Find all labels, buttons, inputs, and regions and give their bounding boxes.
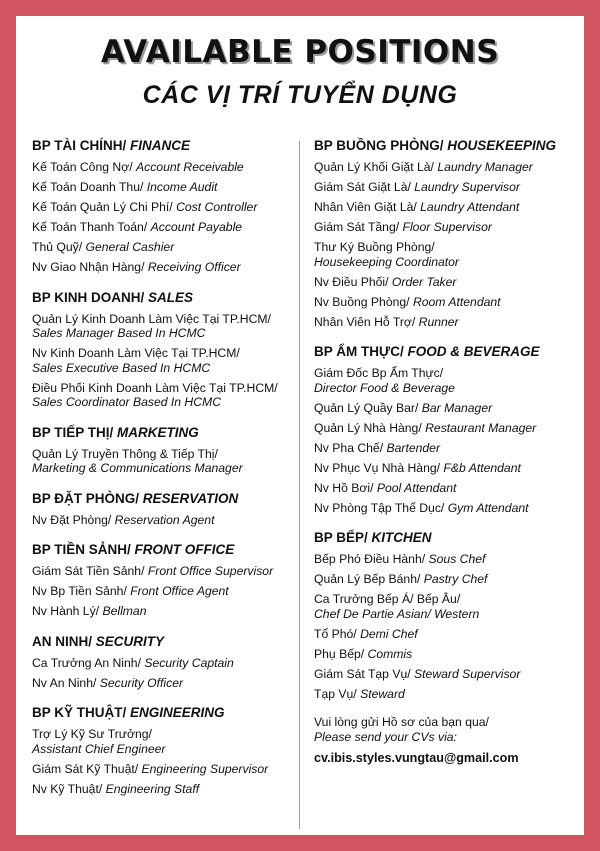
position-vi: Tạp Vụ/ bbox=[314, 686, 361, 701]
position-item bbox=[32, 676, 302, 691]
section-heading bbox=[32, 541, 302, 558]
contact-en: Please send your CVs via: bbox=[314, 729, 457, 744]
position-vi: Quản Lý Quầy Bar/ bbox=[314, 400, 422, 415]
section-finance bbox=[32, 137, 302, 275]
position-vi: Nv Bp Tiền Sảnh/ bbox=[32, 584, 131, 598]
position-item bbox=[32, 346, 302, 375]
position-item bbox=[314, 160, 584, 175]
position-vi: Bếp Phó Điều Hành/ bbox=[314, 552, 429, 566]
right-column bbox=[314, 137, 584, 765]
section-heading bbox=[314, 343, 584, 360]
position-en: Director Food & Beverage bbox=[314, 380, 455, 395]
section-heading-en: FINANCE bbox=[130, 138, 191, 153]
position-vi: Nv Kỹ Thuật/ bbox=[32, 781, 106, 796]
position-vi: Nv Hồ Bơi/ bbox=[314, 480, 377, 495]
position-item bbox=[314, 501, 584, 516]
section-heading bbox=[314, 529, 584, 546]
position-en: Room Attendant bbox=[412, 294, 501, 309]
position-en: Housekeeping Coordinator bbox=[314, 254, 459, 269]
section-heading bbox=[32, 704, 302, 721]
position-en: Sales Executive Based In HCMC bbox=[32, 360, 211, 375]
position-en: Assistant Chief Engineer bbox=[32, 741, 166, 756]
section-heading bbox=[32, 424, 302, 441]
position-vi: Giám Đốc Bp Ẩm Thực/ bbox=[314, 366, 444, 380]
position-vi: Nv Kinh Doanh Làm Việc Tại TP.HCM/ bbox=[32, 346, 240, 360]
position-item bbox=[314, 627, 584, 642]
position-en: F&b Attendant bbox=[443, 460, 521, 475]
position-item bbox=[314, 421, 584, 436]
position-en: Marketing & Communications Manager bbox=[32, 461, 243, 475]
position-item bbox=[32, 564, 302, 579]
section-heading-en: RESERVATION bbox=[142, 490, 239, 506]
position-item bbox=[314, 180, 584, 195]
position-vi: Phụ Bếp/ bbox=[314, 646, 368, 661]
section-heading-vi: AN NINH/ bbox=[32, 633, 96, 649]
position-vi: Nv An Ninh/ bbox=[32, 675, 100, 690]
position-item bbox=[32, 160, 302, 175]
position-vi: Nv Đặt Phòng/ bbox=[32, 512, 115, 527]
position-en: Bartender bbox=[386, 440, 441, 455]
section-engineering bbox=[32, 704, 302, 796]
position-item bbox=[32, 727, 302, 756]
position-vi: Nv Phòng Tập Thể Dục/ bbox=[314, 500, 448, 515]
position-en: Order Taker bbox=[391, 274, 457, 289]
position-item bbox=[32, 220, 302, 235]
position-vi: Quản Lý Kinh Doanh Làm Việc Tại TP.HCM/ bbox=[32, 311, 271, 326]
poster-title: AVAILABLE POSITIONS bbox=[100, 34, 500, 70]
section-front-office bbox=[32, 541, 302, 619]
section-heading bbox=[314, 137, 584, 154]
position-vi: Giám Sát Tạp Vụ/ bbox=[314, 666, 415, 681]
position-en: Income Audit bbox=[146, 180, 218, 194]
position-vi: Kế Toán Thanh Toán/ bbox=[32, 220, 151, 234]
column-divider bbox=[299, 141, 300, 829]
position-item bbox=[314, 461, 584, 476]
position-vi: Giám Sát Giặt Là/ bbox=[314, 180, 415, 194]
position-item bbox=[314, 592, 584, 621]
position-item bbox=[32, 513, 302, 528]
position-item bbox=[314, 687, 584, 702]
section-heading bbox=[32, 137, 302, 154]
position-en: Sous Chef bbox=[428, 552, 486, 566]
position-item bbox=[314, 647, 584, 662]
section-heading-en: SECURITY bbox=[95, 633, 165, 649]
position-item bbox=[314, 667, 584, 682]
section-heading bbox=[32, 490, 302, 507]
position-item bbox=[314, 481, 584, 496]
position-en: Engineering Supervisor bbox=[141, 761, 269, 776]
position-item bbox=[314, 441, 584, 456]
contact-email[interactable]: cv.ibis.styles.vungtau@gmail.com bbox=[314, 751, 519, 765]
poster-subtitle: CÁC VỊ TRÍ TUYỂN DỤNG bbox=[142, 81, 458, 109]
position-item bbox=[314, 366, 584, 395]
position-en: Engineering Staff bbox=[105, 781, 200, 796]
position-en: Laundry Attendant bbox=[420, 200, 520, 214]
position-vi: Nv Buồng Phòng/ bbox=[314, 294, 413, 309]
position-en: Bellman bbox=[102, 604, 147, 618]
section-heading-en: KITCHEN bbox=[371, 530, 432, 545]
section-reservation bbox=[32, 490, 302, 528]
position-en: Steward Supervisor bbox=[414, 666, 521, 681]
position-item bbox=[32, 312, 302, 341]
position-en: Laundry Manager bbox=[437, 160, 533, 174]
section-heading-vi: BP TIỀN SẢNH/ bbox=[32, 542, 135, 557]
position-en: Front Office Agent bbox=[130, 584, 229, 598]
position-item bbox=[32, 584, 302, 599]
section-heading-vi: BP ĐẶT PHÒNG/ bbox=[32, 490, 143, 506]
position-item bbox=[314, 275, 584, 290]
position-vi: Ca Trưởng Bếp Á/ Bếp Âu/ bbox=[314, 592, 461, 606]
position-item bbox=[314, 295, 584, 310]
position-en: Floor Supervisor bbox=[402, 220, 492, 234]
position-item bbox=[314, 401, 584, 416]
position-item bbox=[32, 604, 302, 619]
position-en: Chef De Partie Asian/ Western bbox=[314, 606, 480, 621]
position-en: Runner bbox=[418, 314, 459, 329]
position-en: Security Captain bbox=[144, 655, 234, 670]
section-heading-vi: BP ẨM THỰC/ bbox=[314, 344, 408, 359]
position-item bbox=[314, 200, 584, 215]
section-food-beverage bbox=[314, 343, 584, 515]
section-heading-vi: BP BẾP/ bbox=[314, 530, 372, 545]
position-vi: Kế Toán Doanh Thu/ bbox=[32, 180, 147, 194]
section-heading-vi: BP TIẾP THỊ/ bbox=[32, 424, 118, 440]
position-item bbox=[32, 381, 302, 410]
position-vi: Kế Toán Công Nợ/ bbox=[32, 160, 136, 174]
position-en: Commis bbox=[367, 646, 413, 661]
position-item bbox=[32, 200, 302, 215]
position-vi: Giám Sát Kỹ Thuật/ bbox=[32, 761, 142, 776]
section-heading-en: SALES bbox=[148, 289, 194, 305]
position-vi: Điều Phối Kinh Doanh Làm Việc Tại TP.HCM/ bbox=[32, 380, 278, 395]
section-heading-vi: BP BUỒNG PHÒNG/ bbox=[314, 138, 448, 153]
section-kitchen bbox=[314, 529, 584, 701]
section-sales bbox=[32, 289, 302, 410]
position-vi: Nv Giao Nhận Hàng/ bbox=[32, 260, 148, 274]
position-en: Restaurant Manager bbox=[425, 420, 537, 435]
position-en: Account Payable bbox=[150, 220, 243, 234]
position-item bbox=[314, 220, 584, 235]
section-security bbox=[32, 633, 302, 691]
position-item bbox=[32, 656, 302, 671]
section-heading-vi: BP KỸ THUẬT/ bbox=[32, 705, 131, 720]
position-vi: Nv Hành Lý/ bbox=[32, 604, 103, 618]
position-en: Sales Coordinator Based In HCMC bbox=[32, 395, 221, 409]
position-vi: Ca Trưởng An Ninh/ bbox=[32, 655, 145, 670]
contact-block bbox=[314, 715, 584, 765]
position-vi: Giám Sát Tầng/ bbox=[314, 220, 403, 234]
position-vi: Nhân Viên Hỗ Trợ/ bbox=[314, 314, 419, 329]
section-heading bbox=[32, 633, 302, 650]
position-en: Receiving Officer bbox=[147, 260, 241, 274]
poster-card bbox=[16, 16, 584, 835]
position-en: Pastry Chef bbox=[423, 572, 488, 586]
position-en: Bar Manager bbox=[421, 400, 493, 415]
position-vi: Kế Toán Quản Lý Chi Phí/ bbox=[32, 200, 177, 214]
position-en: Security Officer bbox=[99, 675, 184, 690]
position-en: Pool Attendant bbox=[376, 480, 457, 495]
position-en: Laundry Supervisor bbox=[414, 180, 520, 194]
position-vi: Quản Lý Truyền Thông & Tiếp Thị/ bbox=[32, 446, 218, 461]
position-vi: Thủ Quỹ/ bbox=[32, 240, 86, 254]
position-item bbox=[32, 447, 302, 476]
section-heading-en: MARKETING bbox=[117, 424, 199, 440]
section-heading-en: FRONT OFFICE bbox=[134, 542, 235, 557]
position-en: Steward bbox=[360, 686, 405, 701]
section-marketing bbox=[32, 424, 302, 476]
contact-vi: Vui lòng gửi Hồ sơ của bạn qua/ bbox=[314, 715, 489, 729]
position-vi: Nv Pha Chế/ bbox=[314, 440, 387, 455]
position-vi: Trợ Lý Kỹ Sư Trưởng/ bbox=[32, 727, 152, 741]
position-vi: Thư Ký Buồng Phòng/ bbox=[314, 240, 435, 254]
section-heading-en: ENGINEERING bbox=[130, 705, 225, 720]
section-heading-en: HOUSEKEEPING bbox=[447, 138, 557, 153]
position-item bbox=[32, 260, 302, 275]
position-en: Demi Chef bbox=[360, 626, 418, 641]
position-vi: Nhân Viên Giặt Là/ bbox=[314, 200, 421, 214]
section-heading bbox=[32, 289, 302, 306]
position-vi: Tổ Phó/ bbox=[314, 626, 361, 641]
section-heading-vi: BP TÀI CHÍNH/ bbox=[32, 138, 131, 153]
section-heading-en: FOOD & BEVERAGE bbox=[407, 344, 540, 359]
position-en: Cost Controller bbox=[176, 200, 258, 214]
position-item bbox=[314, 552, 584, 567]
position-en: Gym Attendant bbox=[447, 500, 529, 515]
left-column bbox=[32, 137, 302, 810]
position-en: Sales Manager Based In HCMC bbox=[32, 326, 206, 340]
position-item bbox=[314, 240, 584, 269]
position-en: Front Office Supervisor bbox=[147, 564, 274, 578]
position-vi: Nv Điều Phối/ bbox=[314, 274, 392, 289]
position-en: General Cashier bbox=[85, 240, 175, 254]
position-vi: Giám Sát Tiền Sảnh/ bbox=[32, 564, 148, 578]
position-vi: Quản Lý Khối Giặt Là/ bbox=[314, 160, 438, 174]
position-en: Account Receivable bbox=[135, 160, 244, 174]
right-sections bbox=[314, 137, 584, 701]
position-vi: Quản Lý Nhà Hàng/ bbox=[314, 420, 426, 435]
position-item bbox=[32, 762, 302, 777]
position-item bbox=[32, 782, 302, 797]
position-vi: Nv Phục Vụ Nhà Hàng/ bbox=[314, 460, 444, 475]
position-item bbox=[32, 240, 302, 255]
section-housekeeping bbox=[314, 137, 584, 329]
section-heading-vi: BP KINH DOANH/ bbox=[32, 289, 149, 305]
position-item bbox=[32, 180, 302, 195]
position-en: Reservation Agent bbox=[114, 512, 215, 527]
position-item bbox=[314, 572, 584, 587]
position-vi: Quản Lý Bếp Bánh/ bbox=[314, 572, 424, 586]
position-item bbox=[314, 315, 584, 330]
